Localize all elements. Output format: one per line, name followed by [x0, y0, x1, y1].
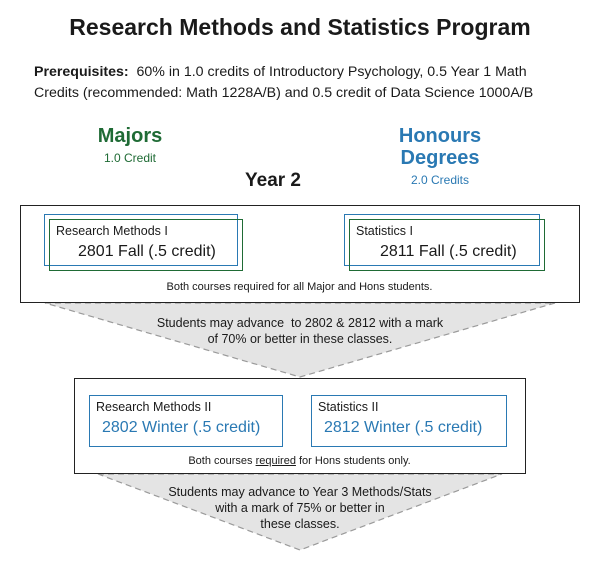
- section2-note-emphasis: required: [255, 455, 296, 467]
- majors-credit: 1.0 Credit: [103, 151, 157, 165]
- course-code-2812: 2812 Winter (.5 credit): [324, 419, 483, 436]
- advance-note-2: [130, 484, 470, 532]
- course-label-2811: Statistics I: [356, 224, 413, 238]
- course-box-2802: [89, 395, 283, 447]
- course-code-2801: 2801 Fall (.5 credit): [78, 243, 216, 260]
- section2-note-post: for Hons students only.: [295, 455, 411, 467]
- honours-heading: [375, 125, 505, 169]
- course-label-2801: Research Methods I: [56, 224, 168, 238]
- advance-note-2-line2: with a mark of 75% or better in: [215, 501, 385, 515]
- honours-credit: 2.0 Credits: [410, 173, 470, 187]
- advance-note-1: [100, 315, 500, 347]
- page-title: Research Methods and Statistics Program: [69, 14, 531, 40]
- course-code-2811: 2811 Fall (.5 credit): [380, 243, 517, 260]
- honours-heading-line2: Degrees: [400, 147, 480, 169]
- honours-heading-line1: Honours: [398, 125, 482, 147]
- course-box-2801: [49, 219, 243, 271]
- majors-heading: Majors: [97, 125, 163, 147]
- prerequisites-label: Prerequisites:: [34, 64, 129, 80]
- course-code-2802: 2802 Winter (.5 credit): [102, 419, 261, 436]
- year2-second-courses-panel: [74, 378, 526, 474]
- course-box-2811: [349, 219, 545, 271]
- advance-note-2-line3: these classes.: [260, 517, 340, 531]
- advance-note-1-line2: of 70% or better in these classes.: [207, 332, 393, 346]
- course-label-2802: Research Methods II: [96, 400, 212, 414]
- advance-note-2-line1: Students may advance to Year 3 Methods/Stats: [168, 485, 432, 499]
- course-label-2812: Statistics II: [318, 400, 379, 414]
- advance-note-1-line1: Students may advance to 2802 & 2812 with a mark: [156, 316, 444, 330]
- section2-note: [75, 455, 524, 467]
- prerequisites-text: 60% in 1.0 credits of Introductory Psychology, 0.5 Year 1 Math Credits (recommended: Math 1228A/B) and 0.5 credit of Data Science 1000A/B: [34, 64, 534, 101]
- year2-first-courses-panel: [20, 205, 580, 303]
- year-heading: Year 2: [245, 170, 301, 191]
- section1-note: Both courses required for all Major and Hons students.: [166, 281, 433, 293]
- prerequisites: [34, 62, 574, 104]
- section2-note-pre: Both courses: [188, 455, 256, 467]
- course-box-2812: [311, 395, 507, 447]
